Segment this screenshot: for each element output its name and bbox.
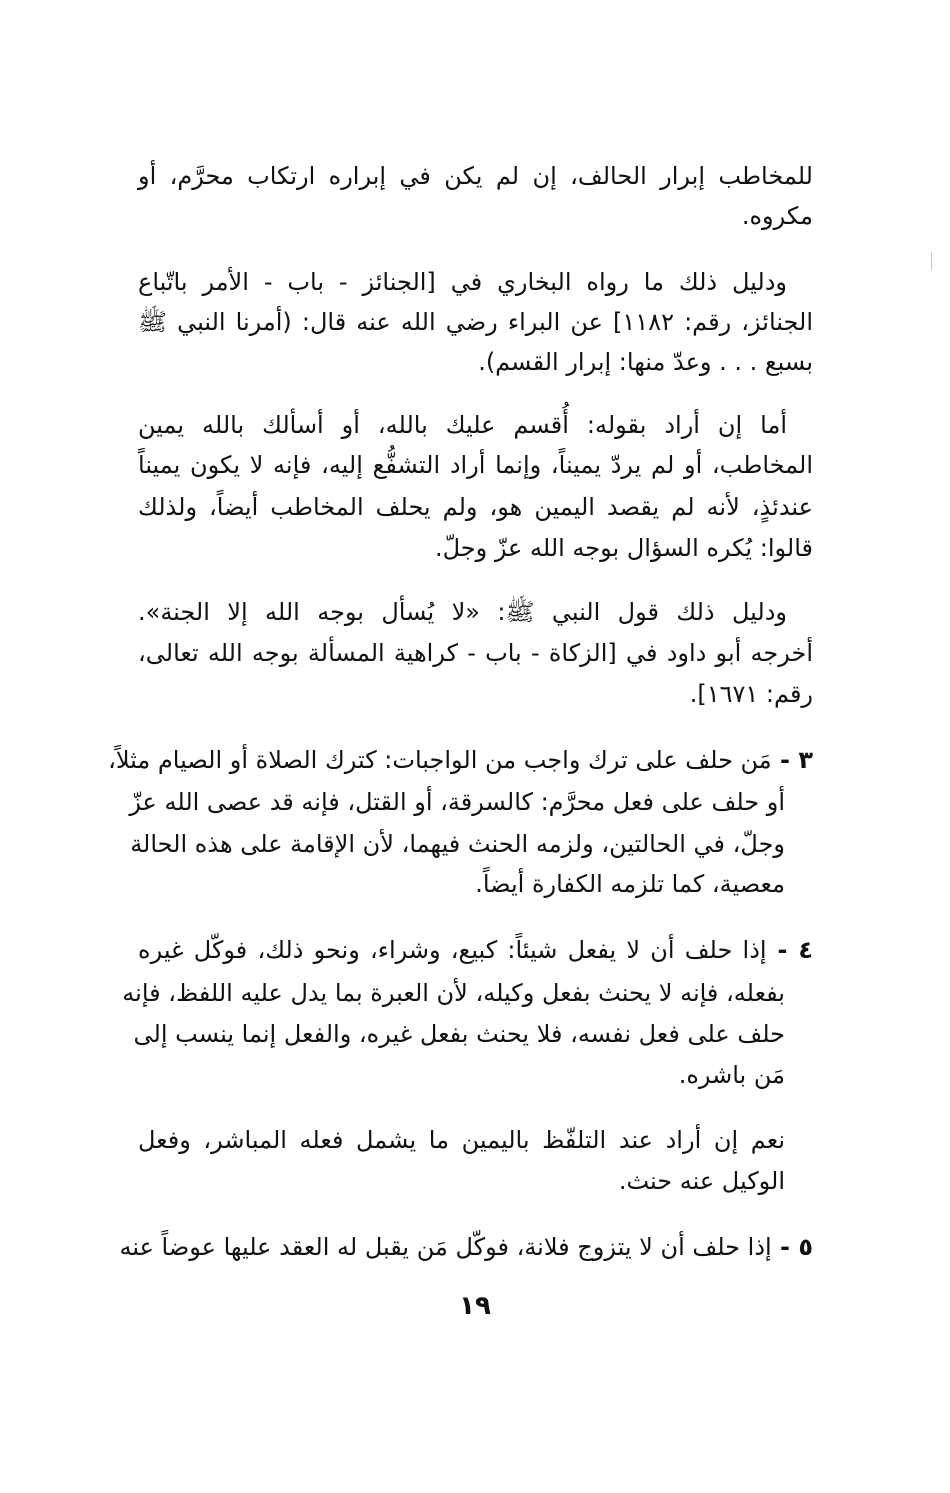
list-item-text: مَن حلف على ترك واجب من الواجبات: كترك الصلاة أو الصيام مثلاً،	[108, 746, 772, 774]
list-item-number: ٣ -	[771, 746, 813, 774]
text-line: بسبع . . . وعدّ منها: إبرار القسم).	[478, 348, 813, 376]
text-line: ودليل ذلك قول النبي ﷺ: «لا يُسأل بوجه الله إلا الجنة».	[138, 598, 787, 626]
list-item-number: ٥ -	[771, 1233, 813, 1261]
text-line: الجنائز، رقم: ١١٨٢] عن البراء رضي الله عنه قال: (أمرنا النبي ﷺ	[138, 308, 813, 336]
text-line: مَن باشره.	[678, 1061, 785, 1089]
text-line: قالوا: يُكره السؤال بوجه الله عزّ وجلّ.	[434, 534, 813, 562]
page-edge-mark	[931, 252, 932, 270]
text-line: حلف على فعل نفسه، فلا يحنث بفعل غيره، والفعل إنما ينسب إلى	[133, 1020, 785, 1048]
text-line: وجلّ، في الحالتين، ولزمه الحنث فيهما، لأن الإقامة على هذه الحالة	[130, 830, 785, 858]
text-line: عندئذٍ، لأنه لم يقصد اليمين هو، ولم يحلف المخاطب أيضاً، ولذلك	[138, 493, 813, 521]
text-line: أو حلف على فعل محرَّم: كالسرقة، أو القتل، فإنه قد عصى الله عزّ	[129, 788, 785, 816]
text-line: أما إن أراد بقوله: أُقسم عليك بالله، أو أسألك بالله يمين	[138, 411, 787, 439]
text-line: ودليل ذلك ما رواه البخاري في [الجنائز - باب - الأمر باتّباع	[138, 268, 787, 296]
text-line: معصية، كما تلزمه الكفارة أيضاً.	[475, 870, 785, 898]
list-item-4	[138, 930, 813, 970]
list-item-5	[119, 1227, 813, 1267]
list-item-number: ٤ -	[766, 936, 813, 964]
text-line: الوكيل عنه حنث.	[618, 1167, 785, 1195]
text-line: للمخاطب إبرار الحالف، إن لم يكن في إبراره ارتكاب محرَّم، أو	[138, 162, 813, 190]
list-item-3	[108, 740, 813, 780]
text-line: أخرجه أبو داود في [الزكاة - باب - كراهية المسألة بوجه الله تعالى،	[138, 639, 813, 667]
text-line: بفعله، فإنه لا يحنث بفعل وكيله، لأن العبرة بما يدل عليه اللفظ، فإنه	[122, 979, 785, 1007]
text-line: المخاطب، أو لم يردّ يميناً، وإنما أراد التشفُّع إليه، فإنه لا يكون يميناً	[138, 451, 813, 479]
list-item-text: إذا حلف أن لا يتزوج فلانة، فوكّل مَن يقبل له العقد عليها عوضاً عنه	[119, 1233, 772, 1261]
text-line: نعم إن أراد عند التلفّظ باليمين ما يشمل فعله المباشر، وفعل	[138, 1126, 785, 1154]
text-line: رقم: ١٦٧١].	[689, 680, 813, 708]
page-number: ١٩	[459, 1291, 491, 1321]
text-line: مكروه.	[741, 202, 813, 230]
list-item-text: إذا حلف أن لا يفعل شيئاً: كبيع، وشراء، ونحو ذلك، فوكّل غيره	[138, 936, 767, 964]
